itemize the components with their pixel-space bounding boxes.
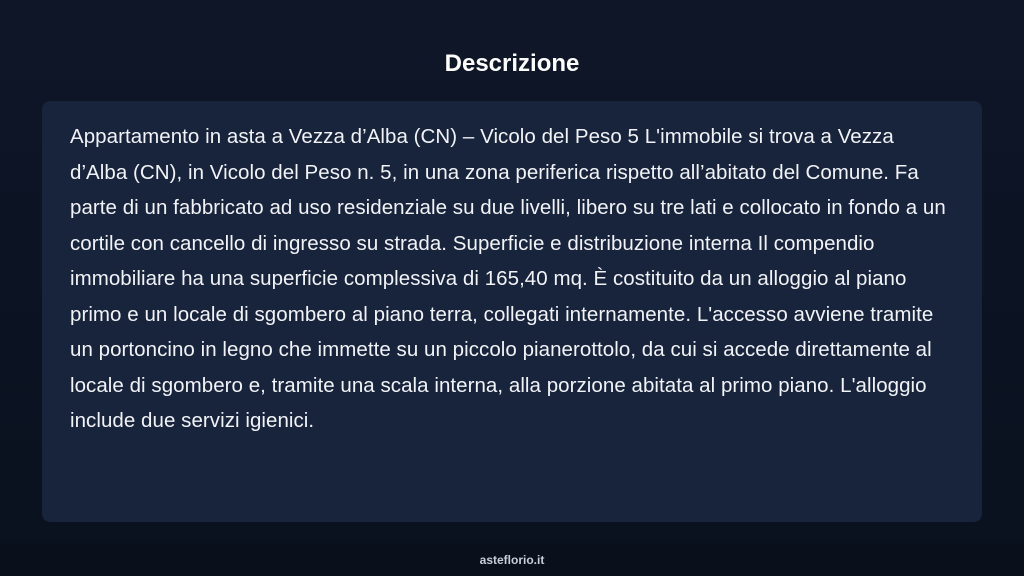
- footer-site-name: asteflorio.it: [479, 553, 545, 567]
- page-title: Descrizione: [444, 50, 580, 77]
- description-card: [42, 101, 982, 522]
- description-text: Appartamento in asta a Vezza d’Alba (CN) – Vicolo del Peso 5 L'immobile si trova a Vezza d’Alba (CN), in Vicolo del Peso n. 5, in una zona periferica rispetto all’abitato del Comune. Fa parte di un fabbricato ad uso residenziale su due livelli, libero su tre lati e collocato in fondo a un cortile con cancello di ingresso su strada. Superficie e distribuzione interna Il compendio immobiliare ha una superficie complessiva di 165,40 mq. È costituito da un alloggio al piano primo e un locale di sgombero al piano terra, collegati internamente. L'accesso avviene tramite un portoncino in legno che immette su un piccolo pianerottolo, da cui si accede direttamente al locale di sgombero e, tramite una scala interna, alla porzione abitata al primo piano. L'alloggio include due servizi igienici.: [70, 125, 946, 432]
